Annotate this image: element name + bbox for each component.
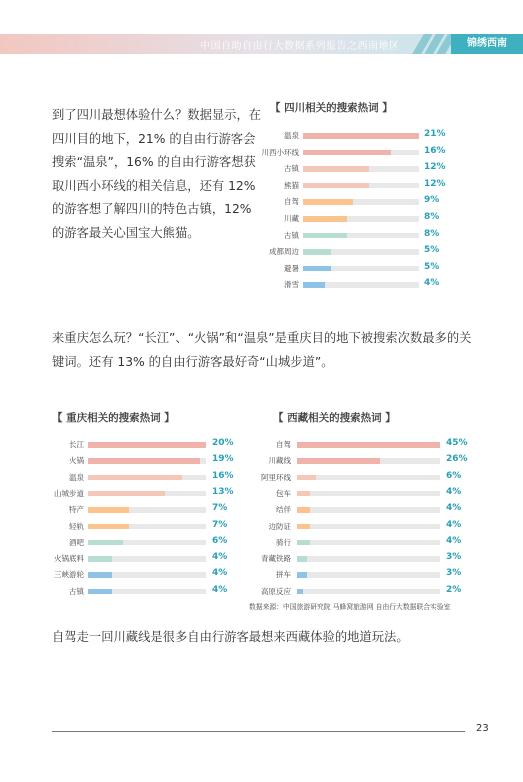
bar (88, 572, 112, 578)
value-label: 26% (446, 454, 468, 465)
value-label: 8% (424, 228, 440, 239)
bar (303, 133, 419, 139)
bar-track (88, 540, 206, 546)
bar (297, 475, 316, 481)
chart-row (245, 454, 470, 469)
category-label: 轻轨 (69, 521, 84, 531)
category-label: 成都周边 (269, 247, 299, 257)
bar (297, 442, 440, 448)
value-label: 2% (446, 584, 462, 595)
chart-row (270, 212, 450, 227)
value-label: 16% (424, 145, 446, 156)
category-label: 火锅 (69, 456, 84, 466)
value-label: 7% (212, 519, 228, 530)
paragraph-tibet: 自驾走一回川藏线是很多自由行游客最想来西藏体验的地道玩法。 (52, 630, 409, 644)
bar (297, 572, 307, 578)
bar (303, 249, 331, 255)
category-label: 古镇 (284, 230, 299, 240)
value-label: 3% (446, 568, 462, 579)
bar-track (303, 216, 419, 222)
bar (88, 491, 165, 497)
category-label: 酒吧 (69, 537, 84, 547)
value-label: 5% (424, 245, 440, 256)
value-label: 4% (446, 486, 462, 497)
bar (303, 216, 347, 222)
bar-track (303, 266, 419, 272)
chart-row (270, 262, 450, 277)
chart-row (52, 552, 237, 567)
category-label: 火锅底料 (54, 554, 84, 564)
category-label: 青藏铁路 (261, 554, 291, 564)
value-label: 12% (424, 178, 446, 189)
chart-row (52, 438, 237, 453)
category-label: 川藏线 (268, 456, 291, 466)
value-label: 8% (424, 212, 440, 222)
bar-track (88, 589, 206, 595)
chart-row (52, 585, 237, 600)
chart-row (245, 438, 470, 453)
category-label: 温泉 (284, 131, 299, 140)
chart-row (270, 229, 450, 244)
page-number: 23 (476, 723, 489, 734)
bar (303, 266, 331, 272)
value-label: 20% (212, 438, 234, 448)
category-label: 熊猫 (284, 180, 299, 190)
category-label: 高原反应 (261, 586, 291, 596)
bar-track (303, 133, 419, 139)
value-label: 4% (212, 568, 228, 579)
chart-row (52, 568, 237, 583)
header-title: 中国自助自由行大数据系列报告之西南地区 (200, 41, 400, 52)
value-label: 4% (424, 278, 440, 289)
chart-title: 【 西藏相关的搜索热词 】 (273, 412, 396, 424)
bar-track (297, 524, 440, 530)
chart-row (245, 487, 470, 502)
chart-row (52, 471, 237, 486)
category-label: 避暑 (284, 263, 299, 273)
chart-row (261, 145, 450, 161)
bar-track (297, 491, 440, 497)
value-label: 45% (446, 438, 468, 448)
bar-track (303, 150, 419, 156)
category-label: 古镇 (284, 164, 299, 174)
data-source: 数据来源：中国旅游研究院 马蜂窝旅游网 自由行大数据联合实验室 (249, 603, 451, 611)
value-label: 4% (446, 503, 462, 514)
value-label: 7% (212, 503, 228, 514)
chart-tibet (245, 410, 470, 600)
category-label: 自驾 (276, 440, 291, 449)
value-label: 4% (446, 535, 462, 546)
bar-track (88, 491, 206, 497)
bar-track (303, 183, 419, 189)
chart-row (270, 162, 450, 177)
paragraph-chongqing: 来重庆怎么玩？“长江”、“火锅”和“温泉”是重庆目的地下被搜索次数最多的关键词。还有 13% 的自由行游客最好奇“山城步道”。 (52, 331, 472, 369)
bar (88, 540, 123, 546)
footer-line (52, 731, 465, 732)
bar-track (297, 540, 440, 546)
chart-row (245, 568, 470, 583)
value-label: 4% (446, 519, 462, 530)
bar-track (303, 282, 419, 288)
value-label: 6% (446, 470, 462, 481)
bar (303, 199, 353, 205)
value-label: 16% (212, 470, 234, 481)
bar (297, 540, 310, 546)
chart-row (270, 278, 450, 293)
category-label: 自驾 (284, 197, 299, 207)
bar (88, 442, 206, 448)
chart-row (245, 536, 470, 551)
bar-track (88, 572, 206, 578)
category-label: 结伴 (276, 505, 291, 515)
bar-track (303, 249, 419, 255)
bar (303, 166, 369, 172)
page-header (0, 34, 523, 54)
bar-track (88, 458, 206, 464)
value-label: 13% (212, 486, 234, 497)
chart-chongqing (52, 410, 237, 600)
category-label: 温泉 (69, 472, 84, 482)
bar (303, 150, 391, 156)
bar (297, 589, 303, 595)
chart-row (270, 179, 450, 194)
bar (297, 507, 310, 513)
category-label: 滑雪 (284, 280, 299, 290)
chart-row (245, 471, 470, 486)
bar (88, 524, 129, 530)
category-label: 阿里环线 (261, 472, 291, 482)
value-label: 9% (424, 195, 440, 206)
chart-sichuan (261, 100, 450, 290)
category-label: 山城步道 (54, 488, 84, 498)
bar-track (297, 442, 440, 448)
category-label: 边防证 (268, 521, 291, 531)
bar-track (297, 572, 440, 578)
chart-row (245, 503, 470, 518)
bar (303, 233, 347, 239)
chart-row (270, 245, 450, 260)
chart-row (270, 195, 450, 210)
category-label: 川藏 (284, 214, 299, 223)
value-label: 3% (446, 552, 462, 563)
chart-row (52, 487, 237, 502)
chart-title: 【 四川相关的搜索热词 】 (270, 102, 393, 114)
bar-track (88, 442, 206, 448)
bar (297, 524, 310, 530)
bar-track (297, 556, 440, 562)
bar-track (303, 199, 419, 205)
bar-track (297, 458, 440, 464)
paragraph-sichuan: 到了四川最想体验什么？数据显示，在四川目的地下，21% 的自由行游客会搜索“温泉”，16% 的自由行游客想获取川西小环线的相关信息，还有 12% 的游客想了解四川的特色古镇，12% 的游客最关心国宝大熊猫。 (52, 108, 262, 240)
bar (297, 458, 380, 464)
chart-row (52, 536, 237, 551)
category-label: 特产 (69, 505, 84, 515)
value-label: 4% (212, 552, 228, 563)
category-label: 长江 (69, 440, 84, 449)
bar-track (88, 475, 206, 481)
bar (88, 507, 129, 513)
chart-row (245, 520, 470, 535)
chart-row (52, 520, 237, 535)
bar-track (88, 556, 206, 562)
category-label: 拼车 (276, 570, 291, 580)
chart-row (52, 503, 237, 518)
bar-track (297, 589, 440, 595)
header-tag: 锦绣西南 (451, 34, 523, 54)
bar (88, 589, 112, 595)
value-label: 19% (212, 454, 234, 465)
bar (303, 183, 369, 189)
value-label: 6% (212, 535, 228, 546)
bar-track (88, 524, 206, 530)
category-label: 三峡游轮 (54, 570, 84, 580)
chart-row (245, 585, 470, 600)
chart-title: 【 重庆相关的搜索热词 】 (52, 412, 175, 424)
chart-row (245, 552, 470, 567)
bar-track (88, 507, 206, 513)
value-label: 5% (424, 261, 440, 272)
category-label: 川西小环线 (261, 147, 299, 157)
bar (88, 556, 112, 562)
chart-row (52, 454, 237, 469)
category-label: 骑行 (276, 537, 291, 547)
bar (88, 458, 200, 464)
category-label: 包车 (276, 488, 291, 498)
bar (297, 556, 307, 562)
bar-track (297, 507, 440, 513)
bar-track (297, 475, 440, 481)
value-label: 12% (424, 162, 446, 173)
bar (303, 282, 325, 288)
chart-row (270, 129, 450, 144)
bar-track (303, 166, 419, 172)
category-label: 古镇 (69, 586, 84, 596)
bar (88, 475, 182, 481)
bar (297, 491, 310, 497)
bar-track (303, 233, 419, 239)
value-label: 4% (212, 584, 228, 595)
value-label: 21% (424, 129, 446, 139)
